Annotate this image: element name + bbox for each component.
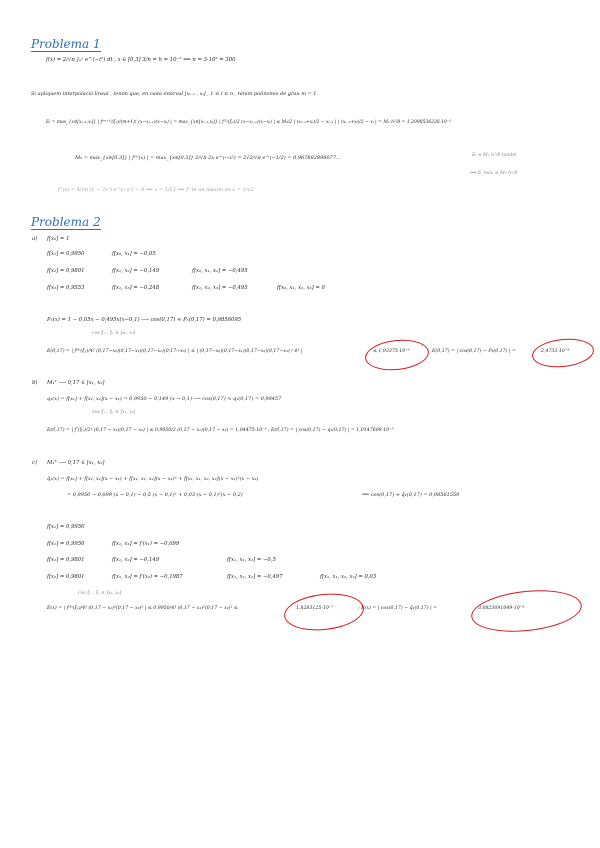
problem-2-title: Problema 2 — [31, 215, 101, 229]
part-c-hermite-form: q̃₁(x) = f[x₁] + f[x₁, x₁](x − x₁) + f[x₁, x₁, x₂](x − x₁)² + f[x₁, x₁, x₂, x₂](x − x₁)²(x − x₂) — [47, 476, 259, 482]
problem-1-m2-value: M₂ = max_{x∈[0,3]} | f⁽²⁾(x) | = max_{x∈[0,3]} 2/√π 2x e^(−x²) = 2√2/√π e^(−1/2) = 0,967882898077… — [75, 155, 342, 161]
part-c-real-error-value: 3,0823091049·10⁻⁸ — [478, 606, 525, 611]
problem-1-third-derivative: f‴(x) = 4/√π (1 − 2x²) e^(−x²) = 0 ⟺ x = 1/√2 ⟹ f″ té un màxim en x = 1/√2 — [58, 187, 254, 193]
part-c-error-formula: E(x) = | f⁽⁴⁾(ξₓ)/4! (0,17 − x₁)²(0,17 − x₂)² | ≤ 0,9950/4! (0,17 − x₁)²(0,17 − x₂)² ≤ — [47, 606, 238, 611]
part-a-dd-f-x0x1x2: f[x₀, x₁, x₂] = −0,495 — [192, 268, 248, 274]
part-a-dd-f-x2: f[x₂] = 0,9801 — [47, 268, 85, 274]
part-c-annotation: cos ξₓ , ξₓ ∈ ]x₁, x₂[ — [78, 591, 122, 596]
part-a-dd-f-x0x1: f[x₀, x₁] = −0,05 — [112, 251, 156, 257]
part-a-error-formula: E(0,17) = | f⁽⁴⁾(ξₓ)/4! (0,17−x₀)(0,17−x₁)(0,17−x₂)(0,17−x₃) | ≤ | (0,17−x₀)(0,17−x₁)(0,17−x₂)(0,17−x₃) / 4! | — [47, 349, 303, 354]
problem-1-definition: f(x) = 2/√π ∫₀ˣ e^(−t²) dt , x ∈ [0,3] 3/n = h = 10⁻² ⟹ n = 3·10² = 300 — [46, 57, 236, 63]
part-a-label: a) — [32, 236, 38, 242]
part-c-dd-r2b: f[x₁, x₁] = f′(x₁) = −0,099 — [112, 541, 180, 547]
part-c-dd-r4d: f[x₁, x₁, x₂, x₂] = 0,03 — [320, 574, 377, 580]
part-a-dd-f-x1: f[x₁] = 0,9950 — [47, 251, 85, 257]
part-c-dd-r3b: f[x₁, x₂] = −0,149 — [112, 557, 160, 563]
part-c-hermite-expanded: = 0,9950 − 0,099 (x − 0,1) − 0,5 (x − 0,1)² + 0,03 (x − 0,1)²(x − 0,2) — [67, 492, 243, 498]
part-a-real-error-value: 2,4733·10⁻⁸ — [541, 349, 570, 354]
part-b-polynomial: q₁(x) = f[x₁] + f[x₁, x₂](x − x₁) = 0,9950 − 0,149 (x − 0,1) ⟶ cos(0,17) ≈ q₁(0,17) = 0,98457 — [47, 396, 282, 402]
part-c-label: c) — [32, 460, 38, 466]
highlight-circle — [531, 336, 596, 370]
part-c-real-error-label: ; E(x) = | cos(0,17) − q̃₁(0,17) | = — [358, 606, 438, 611]
problem-1-side-note-2: ⟹ E_màx ≤ M₂ h²/8 — [470, 171, 518, 176]
part-a-error-bound: ≤ 1,93375·10⁻⁶ — [373, 349, 410, 354]
part-a-annotation: cos ξₓ , ξₓ ∈ ]x₀, x₃[ — [92, 331, 136, 336]
part-a-dd-f-x2x3: f[x₂, x₃] = −0,248 — [112, 285, 160, 291]
part-a-dd-f-x1x2x3: f[x₁, x₂, x₃] = −0,495 — [192, 285, 248, 291]
part-b-label: b) — [32, 380, 38, 386]
part-c-dd-r3c: f[x₁, x₁, x₂] = −0,5 — [227, 557, 276, 563]
part-c-dd-r3a: f[x₂] = 0,9801 — [47, 557, 85, 563]
highlight-circle — [469, 585, 584, 636]
part-a-dd-f-x0x1x2x3: f[x₀, x₁, x₂, x₃] = 0 — [277, 285, 325, 291]
part-c-dd-r4a: f[x₂] = 0,9801 — [47, 574, 85, 580]
highlight-circle — [282, 590, 365, 634]
part-b-method: M₁² ⟶ 0,17 ∈ [x₁, x₂] — [47, 380, 105, 386]
part-b-annotation: cos ξₓ , ξₓ ∈ ]x₁, x₂[ — [92, 410, 136, 415]
problem-1-error-bound: Eᵢ = max_{x∈[xᵢ₋₁,xᵢ]} | f⁽ᵐ⁺¹⁾(ξₓ)/(m+1)! (x−xᵢ₋₁)(x−xᵢ) | = max_{x∈[xᵢ₋₁,xᵢ]} | f⁽²⁾(ξₓ)/2 (x−xᵢ₋₁)(x−xᵢ) | ≤ M₂/2 | (xᵢ₋₁+xᵢ)/2 − xᵢ₋₁ | | (xᵢ₋₁+xᵢ)/2 − xᵢ | = M₂ h²/8 = 1,2098536226·10⁻⁵ — [46, 120, 452, 125]
part-c-dd-r4b: f[x₂, x₂] = f′(x₂) = −0,1987 — [112, 574, 183, 580]
part-a-polynomial: P₃(x) = 1 − 0,05x − 0,495x(x−0,1) ⟶ cos(0,17) ≈ P₃(0,17) = 0,9856095 — [47, 317, 242, 323]
part-c-approximation: ⟹ cos(0,17) ≈ q̃₁(0,17) = 0,98561559 — [362, 492, 460, 498]
part-c-method: M₁³ ⟶ 0,17 ∈ [x₁, x₂] — [47, 460, 105, 466]
problem-1-title: Problema 1 — [31, 37, 101, 51]
problem-1-linear-interp-text: Si apliquem interpolació lineal , tenim que, en cada interval [xᵢ₋₁ , xᵢ] , 1 ≤ i ≤ n , tenim polinomis de grau m = 1 — [31, 91, 317, 97]
part-a-dd-f-x0: f[x₀] = 1 — [47, 236, 70, 242]
problem-1-side-note-1: Eᵢ ≤ M₂ h²/8 també — [472, 153, 517, 158]
part-a-dd-f-x1x2: f[x₁, x₂] = −0,149 — [112, 268, 160, 274]
part-a-dd-f-x3: f[x₃] = 0,9553 — [47, 285, 85, 291]
part-a-real-error-label: E(0,17) = | cos(0,17) − P₃(0,17) | = — [432, 349, 516, 354]
part-b-error: E(0,17) = | f″(ξₓ)/2! (0,17 − x₁)(0,17 − x₂) | ≤ 0,9950/2 (0,17 − x₁)(0,17 − x₂) = 1,04475·10⁻³ ; E(0,17) = | cos(0,17) − q₁(0,17) | = 1,0147609·10⁻³ — [47, 428, 394, 433]
part-c-dd-r4c: f[x₁, x₂, x₂] = −0,497 — [227, 574, 283, 580]
part-c-dd-r2a: f[x₁] = 0,9950 — [47, 541, 85, 547]
part-c-error-bound: 1,8283125·10⁻⁷ — [296, 606, 334, 611]
part-c-dd-r1: f[x₁] = 0,9950 — [47, 524, 85, 530]
highlight-circle — [364, 337, 431, 374]
